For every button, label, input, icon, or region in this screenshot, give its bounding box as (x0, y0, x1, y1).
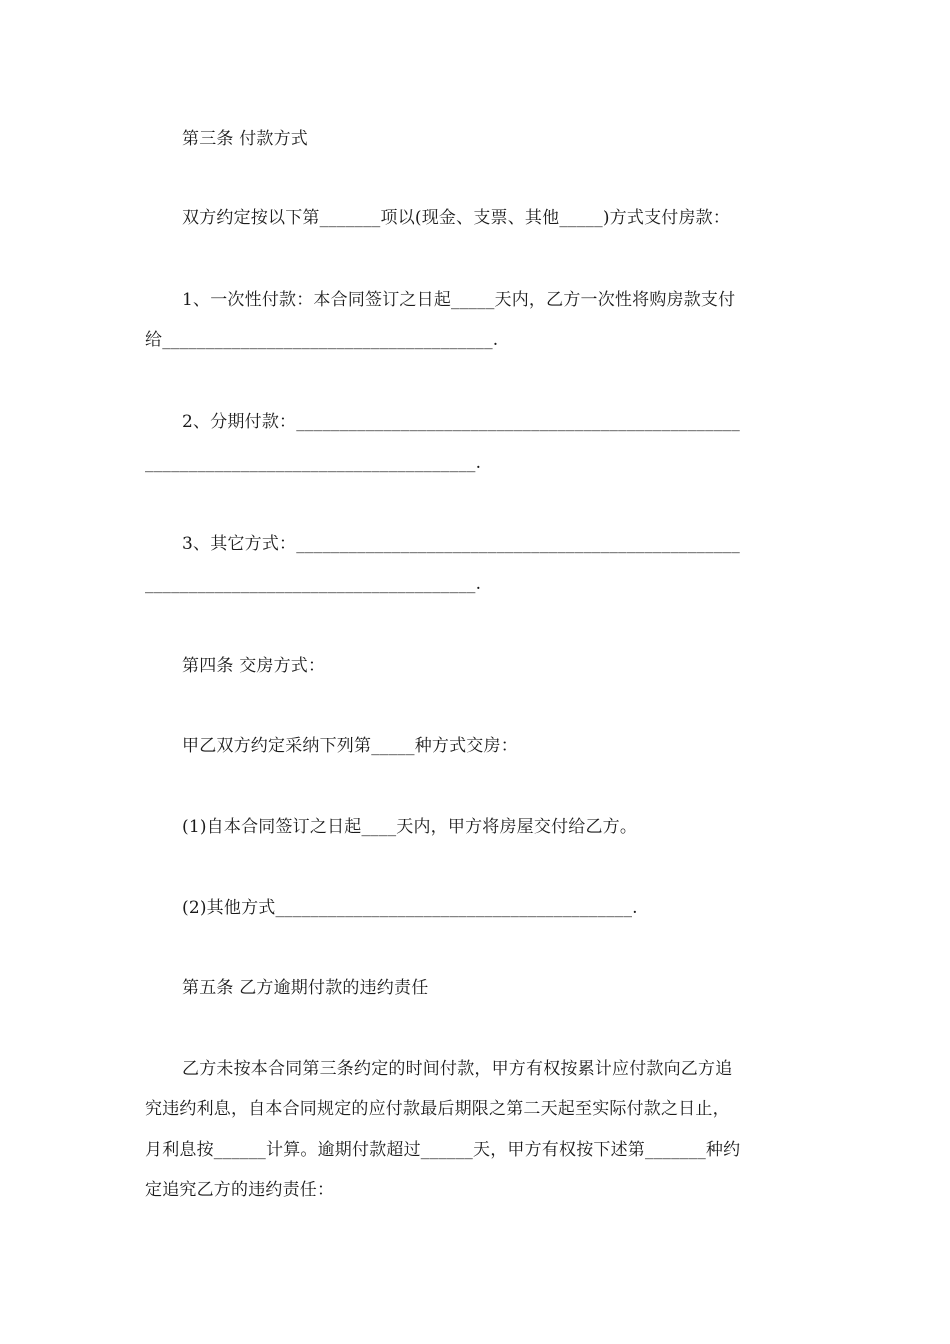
article3-item1-line2: 给______________________________________. (145, 330, 499, 350)
article3-item3-line2: ______________________________________. (145, 574, 482, 594)
article3-item2-line2: ______________________________________. (145, 453, 482, 473)
article4-heading: 第四条 交房方式： (182, 656, 326, 676)
article3-heading: 第三条 付款方式 (182, 129, 309, 149)
article3-item1-line1: 1、一次性付款：本合同签订之日起_____天内，乙方一次性将购房款支付 (182, 290, 736, 310)
article4-option1: (1)自本合同签订之日起____天内，甲方将房屋交付给乙方。 (182, 817, 638, 837)
article3-agreement: 双方约定按以下第_______项以(现金、支票、其他_____)方式支付房款： (182, 208, 731, 228)
article3-item3-line1: 3、其它方式：___________________________________________________ (182, 534, 740, 554)
article5-para-line4: 定追究乙方的违约责任： (145, 1180, 335, 1200)
article5-para-line1: 乙方未按本合同第三条约定的时间付款，甲方有权按累计应付款向乙方追 (182, 1059, 733, 1079)
article3-item2-line1: 2、分期付款：___________________________________________________ (182, 412, 740, 432)
article4-option2: (2)其他方式_________________________________________. (182, 898, 638, 918)
article5-para-line3: 月利息按______计算。逾期付款超过______天，甲方有权按下述第_______种约 (145, 1140, 741, 1160)
article5-para-line2: 究违约利息，自本合同规定的应付款最后期限之第二天起至实际付款之日止， (145, 1099, 730, 1119)
article5-heading: 第五条 乙方逾期付款的违约责任 (182, 978, 429, 998)
article4-agreement: 甲乙双方约定采纳下列第_____种方式交房： (182, 736, 518, 756)
